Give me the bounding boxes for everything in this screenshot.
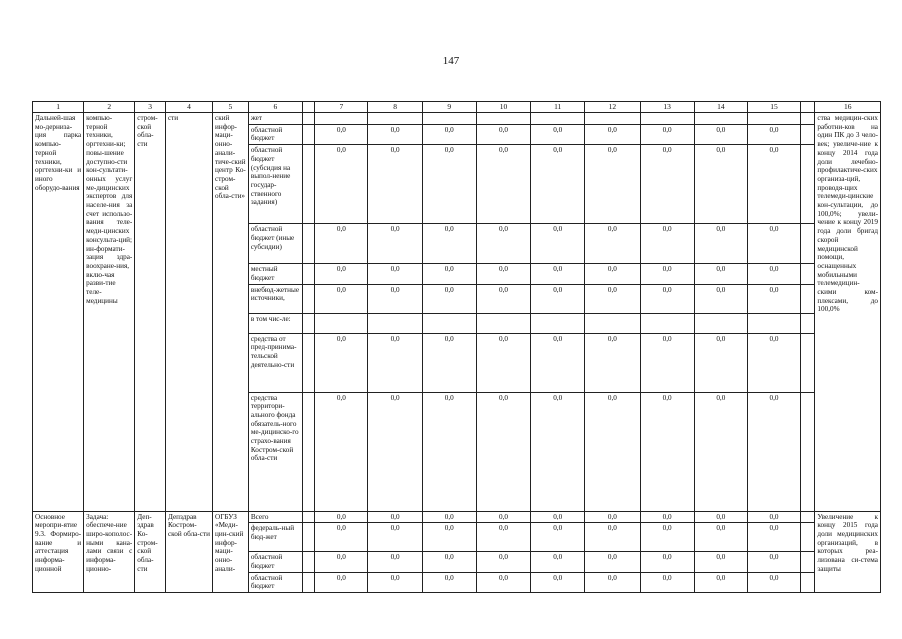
value-cell: 0,0 [747, 284, 800, 313]
value-cell: 0,0 [531, 552, 585, 572]
value-cell: 0,0 [531, 264, 585, 284]
cell-col16: Увеличение к концу 2015 года доли медицинских организаций, в которых реа-лизована си-стема защиты [815, 511, 881, 593]
cell-col2: компью-терной техники, оргтехни-ки; повы-шение доступно-сти кон-сультати-онных услуг ме-дицинских экспертов для населе-ния за счет использо-вания теле-меди-цинских консульта-ций; ин-формати-зация здра-воохране-ния, вклю-чая разви-тие теле-медицины [84, 113, 135, 512]
value-cell: 0,0 [422, 145, 476, 224]
value-cell: 0,0 [747, 333, 800, 392]
header-cell: 8 [368, 102, 422, 113]
value-cell: 0,0 [315, 124, 368, 144]
cell-col5: ский инфор-маци-онно-анали-тиче-ский центр Ко-стром-ской обла-сти» [213, 113, 249, 512]
value-cell: 0,0 [585, 572, 640, 592]
value-cell: 0,0 [640, 124, 694, 144]
value-cell: 0,0 [422, 124, 476, 144]
funding-source: областной бюджет (иные субсидии) [248, 224, 302, 264]
spacer-cell [303, 572, 315, 592]
spacer-cell [801, 284, 815, 313]
header-cell: 12 [585, 102, 640, 113]
value-cell [747, 113, 800, 125]
value-cell: 0,0 [640, 552, 694, 572]
spacer-cell [303, 552, 315, 572]
value-cell: 0,0 [368, 284, 422, 313]
value-cell: 0,0 [531, 124, 585, 144]
value-cell [368, 113, 422, 125]
value-cell: 0,0 [422, 264, 476, 284]
value-cell: 0,0 [315, 224, 368, 264]
page-number: 147 [442, 55, 460, 67]
value-cell [315, 113, 368, 125]
value-cell: 0,0 [368, 572, 422, 592]
value-cell: 0,0 [315, 552, 368, 572]
value-cell: 0,0 [422, 224, 476, 264]
value-cell: 0,0 [694, 124, 747, 144]
value-cell: 0,0 [585, 523, 640, 552]
value-cell: 0,0 [476, 572, 530, 592]
value-cell: 0,0 [422, 392, 476, 511]
value-cell [476, 313, 530, 333]
funding-source: местный бюджет [248, 264, 302, 284]
funding-source: Всего [248, 511, 302, 523]
value-cell: 0,0 [315, 333, 368, 392]
value-cell: 0,0 [422, 284, 476, 313]
value-cell: 0,0 [585, 392, 640, 511]
spacer-cell [801, 511, 815, 523]
header-cell: 1 [33, 102, 84, 113]
value-cell: 0,0 [315, 145, 368, 224]
funding-source: областной бюджет [248, 572, 302, 592]
value-cell: 0,0 [747, 511, 800, 523]
value-cell: 0,0 [640, 392, 694, 511]
cell-col5: ОГБУЗ «Меди-цин-ский инфор-маци-онно-анали- [213, 511, 249, 593]
funding-source: в том чис-ле: [248, 313, 302, 333]
header-cell: 9 [422, 102, 476, 113]
value-cell: 0,0 [640, 572, 694, 592]
cell-col4: Депздрав Костром-ской обла-сти [165, 511, 212, 593]
spacer-cell [303, 224, 315, 264]
value-cell: 0,0 [368, 511, 422, 523]
value-cell: 0,0 [368, 264, 422, 284]
cell-col1: Основное меропри-ятие 9.3. Формиро-вание и аттестация информа-ционной [33, 511, 84, 593]
value-cell: 0,0 [315, 264, 368, 284]
value-cell [694, 113, 747, 125]
value-cell [368, 313, 422, 333]
value-cell: 0,0 [694, 264, 747, 284]
spacer-cell [303, 264, 315, 284]
value-cell: 0,0 [585, 224, 640, 264]
value-cell: 0,0 [531, 224, 585, 264]
cell-col4: сти [165, 113, 212, 512]
value-cell: 0,0 [694, 392, 747, 511]
header-cell: 14 [694, 102, 747, 113]
cell-col3: стром-ской обла-сти [135, 113, 166, 512]
value-cell: 0,0 [315, 284, 368, 313]
cell-col1: Дальней-шая мо-дерниза-ция парка компью-терной техники, оргтехни-ки и иного оборудо-вания [33, 113, 84, 512]
value-cell: 0,0 [476, 392, 530, 511]
funding-source: внебюд-жетные источники, [248, 284, 302, 313]
spacer-cell [801, 224, 815, 264]
value-cell: 0,0 [422, 511, 476, 523]
value-cell: 0,0 [694, 284, 747, 313]
spacer-cell [303, 284, 315, 313]
spacer-cell [801, 572, 815, 592]
value-cell: 0,0 [585, 124, 640, 144]
value-cell: 0,0 [585, 145, 640, 224]
spacer-cell [303, 333, 315, 392]
value-cell: 0,0 [422, 572, 476, 592]
value-cell [476, 113, 530, 125]
value-cell: 0,0 [422, 333, 476, 392]
value-cell: 0,0 [640, 523, 694, 552]
value-cell [315, 313, 368, 333]
header-cell: 2 [84, 102, 135, 113]
spacer-cell [303, 392, 315, 511]
spacer-cell [303, 113, 315, 125]
spacer-cell [801, 145, 815, 224]
funding-source: областной бюджет [248, 552, 302, 572]
spacer-cell [801, 124, 815, 144]
value-cell: 0,0 [747, 145, 800, 224]
value-cell: 0,0 [476, 523, 530, 552]
value-cell: 0,0 [694, 224, 747, 264]
header-cell [303, 102, 315, 113]
value-cell: 0,0 [640, 284, 694, 313]
value-cell: 0,0 [747, 224, 800, 264]
cell-col3: Деп-здрав Ко-стром-ской обла-сти [135, 511, 166, 593]
value-cell [747, 313, 800, 333]
spacer-cell [801, 264, 815, 284]
value-cell: 0,0 [476, 552, 530, 572]
value-cell: 0,0 [476, 264, 530, 284]
funding-table [32, 101, 881, 593]
spacer-cell [801, 392, 815, 511]
header-cell: 11 [531, 102, 585, 113]
funding-source: федераль-ный бюд-жет [248, 523, 302, 552]
value-cell: 0,0 [531, 284, 585, 313]
value-cell: 0,0 [640, 264, 694, 284]
header-cell: 7 [315, 102, 368, 113]
value-cell: 0,0 [368, 333, 422, 392]
funding-source: областной бюджет (субсидия на выпол-нение государ-ственного задания) [248, 145, 302, 224]
value-cell: 0,0 [747, 392, 800, 511]
header-cell: 16 [815, 102, 881, 113]
spacer-cell [801, 552, 815, 572]
spacer-cell [801, 113, 815, 125]
value-cell: 0,0 [422, 552, 476, 572]
table-row [33, 113, 881, 125]
header-cell: 3 [135, 102, 166, 113]
value-cell: 0,0 [640, 333, 694, 392]
value-cell: 0,0 [476, 124, 530, 144]
value-cell: 0,0 [476, 284, 530, 313]
spacer-cell [303, 523, 315, 552]
value-cell: 0,0 [585, 333, 640, 392]
value-cell [422, 313, 476, 333]
funding-source: жет [248, 113, 302, 125]
value-cell: 0,0 [694, 523, 747, 552]
spacer-cell [801, 523, 815, 552]
value-cell: 0,0 [368, 523, 422, 552]
value-cell: 0,0 [476, 145, 530, 224]
value-cell: 0,0 [531, 511, 585, 523]
value-cell: 0,0 [476, 224, 530, 264]
value-cell: 0,0 [531, 333, 585, 392]
funding-source: областной бюджет [248, 124, 302, 144]
value-cell: 0,0 [315, 511, 368, 523]
value-cell: 0,0 [640, 145, 694, 224]
value-cell: 0,0 [585, 511, 640, 523]
spacer-cell [801, 333, 815, 392]
value-cell: 0,0 [531, 523, 585, 552]
value-cell: 0,0 [531, 572, 585, 592]
header-cell: 15 [747, 102, 800, 113]
value-cell: 0,0 [585, 552, 640, 572]
value-cell: 0,0 [694, 333, 747, 392]
spacer-cell [303, 313, 315, 333]
value-cell: 0,0 [315, 572, 368, 592]
value-cell: 0,0 [476, 333, 530, 392]
header-cell: 6 [248, 102, 302, 113]
value-cell [531, 313, 585, 333]
value-cell: 0,0 [640, 511, 694, 523]
value-cell: 0,0 [747, 523, 800, 552]
value-cell: 0,0 [747, 264, 800, 284]
value-cell [585, 113, 640, 125]
value-cell: 0,0 [422, 523, 476, 552]
value-cell: 0,0 [531, 145, 585, 224]
value-cell [531, 113, 585, 125]
cell-col16: ства медицин-ских работни-ков на один ПК до 3 чело-век; увеличе-ние к концу 2014 года доли лечебно-профилактиче-ских организа-ций, проводя-щих телемеди-цинские кон-сультации, до 100,0%; увели-чение к концу 2019 года доли бригад скорой медицинской помощи, оснащенных мобильными телемедицин-скими ком-плексами, до 100,0% [815, 113, 881, 512]
value-cell: 0,0 [640, 224, 694, 264]
value-cell: 0,0 [368, 392, 422, 511]
header-cell: 13 [640, 102, 694, 113]
value-cell: 0,0 [585, 264, 640, 284]
value-cell [585, 313, 640, 333]
value-cell: 0,0 [694, 145, 747, 224]
spacer-cell [303, 145, 315, 224]
value-cell [694, 313, 747, 333]
funding-source: средства от пред-принима-тельской деятельно-сти [248, 333, 302, 392]
value-cell [640, 313, 694, 333]
value-cell: 0,0 [747, 552, 800, 572]
spacer-cell [801, 313, 815, 333]
value-cell [422, 113, 476, 125]
value-cell [640, 113, 694, 125]
value-cell: 0,0 [694, 552, 747, 572]
header-cell [801, 102, 815, 113]
spacer-cell [303, 124, 315, 144]
value-cell: 0,0 [585, 284, 640, 313]
value-cell: 0,0 [368, 124, 422, 144]
header-cell: 5 [213, 102, 249, 113]
table-row [33, 511, 881, 523]
value-cell: 0,0 [531, 392, 585, 511]
value-cell: 0,0 [368, 145, 422, 224]
header-row [33, 102, 881, 113]
value-cell: 0,0 [747, 572, 800, 592]
header-cell: 10 [476, 102, 530, 113]
value-cell: 0,0 [315, 392, 368, 511]
spacer-cell [303, 511, 315, 523]
cell-col2: Задача: обеспече-ние широ-кополос-ными кана-лами связи с информа-ционно- [84, 511, 135, 593]
value-cell: 0,0 [315, 523, 368, 552]
value-cell: 0,0 [694, 511, 747, 523]
value-cell: 0,0 [747, 124, 800, 144]
value-cell: 0,0 [368, 224, 422, 264]
funding-source: средства территори-ального фонда обязатель-ного ме-дицинско-го страхо-вания Костром-ской обла-сти [248, 392, 302, 511]
header-cell: 4 [165, 102, 212, 113]
value-cell: 0,0 [694, 572, 747, 592]
value-cell: 0,0 [476, 511, 530, 523]
value-cell: 0,0 [368, 552, 422, 572]
